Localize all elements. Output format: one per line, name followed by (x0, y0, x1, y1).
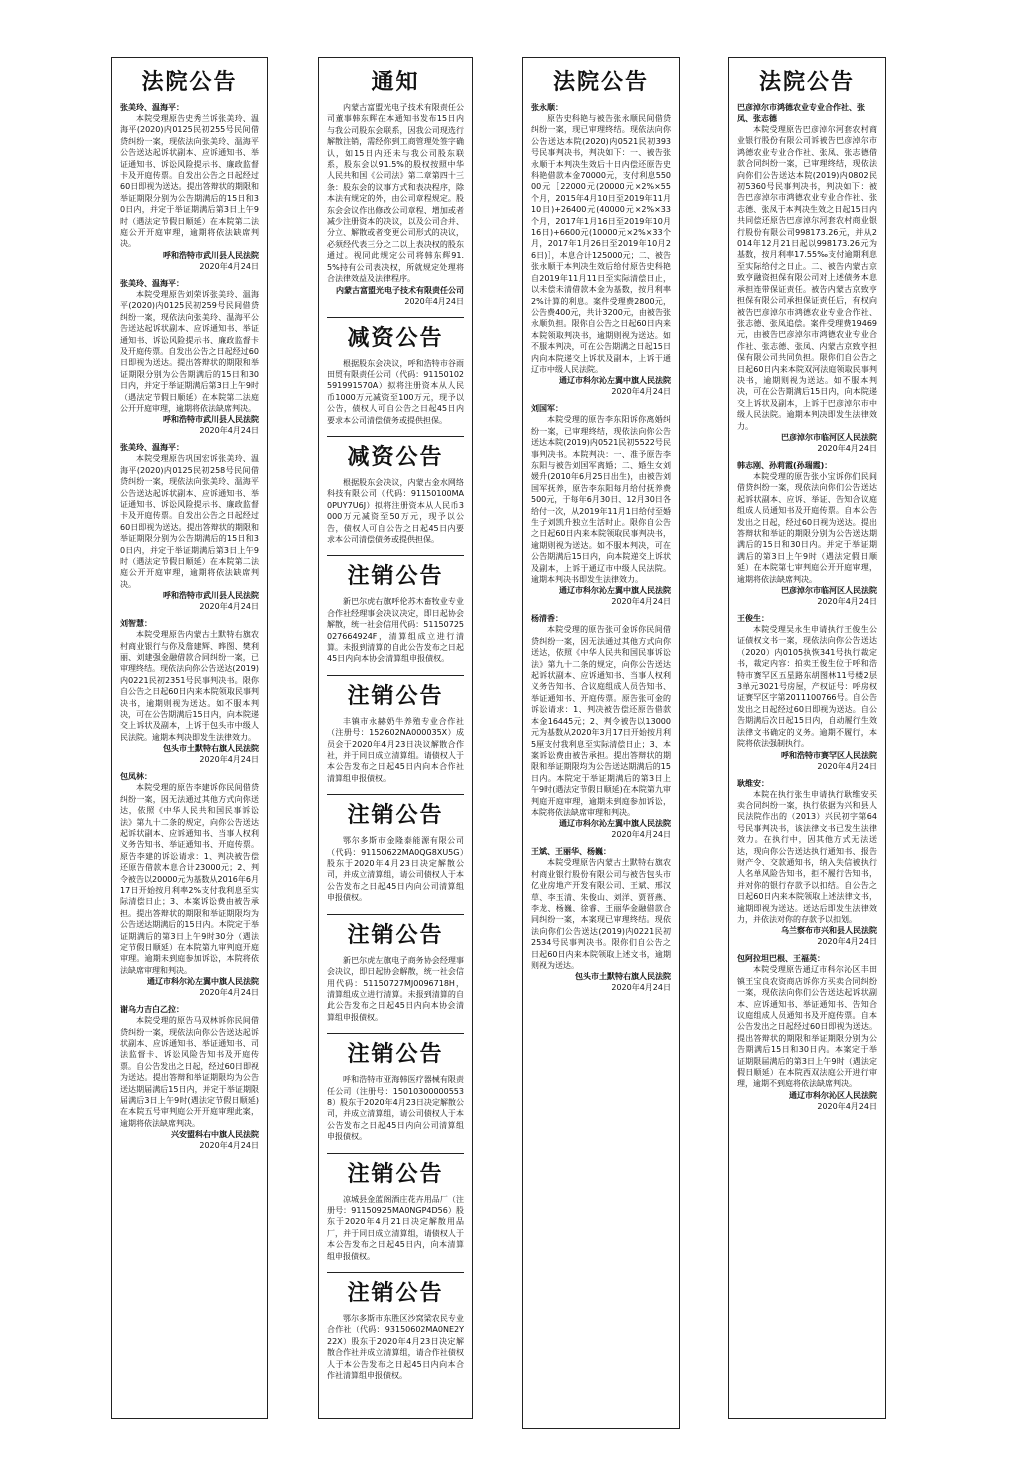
notice-body: 本院受理原告通辽市科尔沁区丰田镇王宝良农资商店诉你方买卖合同纠纷一案，现依法向你们公告送达起诉状副本、应诉通知书、举证通知书、告知合议庭组成人员通知书及开庭传票。自本公告发出之日起经过60日即视为送达。提出答辩状的期限和举证期限分别为公告期满后15日和30日内。本案定于举证期限届满后的第3日上午9时（遇法定假日顺延）在本院西双法庭公开进行审理，逾期不到庭将依法缺席判决。 (737, 965, 877, 1089)
notice-signature: 通辽市科尔沁区人民法院 (789, 1090, 877, 1100)
notice (327, 102, 464, 307)
announcement-section (327, 443, 464, 556)
column-1 (111, 57, 268, 1419)
notice (737, 102, 877, 454)
notice-body: 本院受理的原告李东阳诉你离婚纠纷一案，已审理终结，现依法向你公告送达本院(2019)内0521民初5522号民事判决书。本院判决：一、准予原告李东阳与被告刘国军离婚；二、婚生女刘媛升(2010年6月25日出生)，由被告刘国军抚养，原告李东阳每月给付抚养费500元，于每年6月30日、12月30日各给付一次，从2019年11月1日给付至婚生子刘凯升独立生活时止。限你自公告之日起60日内来本院领取民事判决书，逾期则视为送达。如不服本判决，可在公告期满后15日内，向本院递交上诉状及副本，上诉于通辽市中级人民法院。逾期本判决书即发生法律效力。 (531, 415, 671, 585)
notice-signature: 乌兰察布市兴和县人民法院 (781, 926, 877, 936)
notice-signature: 兴安盟科右中旗人民法院 (171, 1130, 259, 1140)
notice-body: 本院受理吴永生申请执行王俊生公证债权文书一案，现依法向你公告送达（2020）内0105执恢341号执行裁定书，裁定内容：拍卖王俊生位于呼和浩特市赛罕区五星路东胡图林11号楼2层3单元3021号房屋，产权证号：呼房权证赛罕区字第2011100766号。自公告发出之日起经过60日即视为送达。自公告期满后次日起15日内，自动履行生效法律文书确定的义务。逾期不履行，本院将依法强制执行。 (737, 625, 877, 749)
notice-signature: 通辽市科尔沁左翼中旗人民法院 (559, 819, 671, 829)
notice-date: 2020年4月24日 (817, 761, 877, 771)
notice (327, 716, 464, 784)
section-title: 通知 (371, 69, 420, 95)
section-title: 减资公告 (347, 443, 444, 470)
announcement-section (120, 68, 259, 1161)
notice-addressee: 张美玲、温海平： (120, 443, 184, 453)
notice-signature: 包头市土默特右旗人民法院 (163, 744, 259, 754)
notice (120, 771, 259, 998)
section-title: 注销公告 (347, 1160, 444, 1187)
notice-addressee: 王斌、王丽华、杨巍： (531, 847, 611, 857)
notice-addressee: 耿维安： (737, 778, 769, 788)
notice-body: 本院在执行张生申请执行耿维安买卖合同纠纷一案，执行依据为兴和县人民法院作出的（2013）兴民初字第64号民事判决书，该法律文书已发生法律效力。在执行中，因其他方式无法送达，现向你公告送达执行通知书、报告财产令、交款通知书，纳入失信被执行人名单风险告知书，拒不履行告知书，并对你的银行存款予以扣结。自公告之日起60日内来本院领取上述法律文书，逾期即视为送达。送达后即发生法律效力，并依法对你的存款予以扣划。 (737, 789, 877, 924)
notice-body: 本院受理原告巩国宏诉张美玲、温海平(2020)内0125民初258号民间借贷纠纷一案，现依法向张美玲、温海平公告送达起诉状副本、应诉通知书、举证通知书、诉讼风险提示书、廉政监督卡及开庭传票。自发出公告之日起经过60日即视为送达。提出答辩状的期限和举证期限分别为公告期满后的15日和30日内，并定于举证期满后第3日上午9时（遇法定节假日顺延）在本院第二法庭公开开庭审理，逾期将依法缺席判决。 (120, 454, 259, 589)
notice-signature: 呼和浩特市武川县人民法院 (163, 415, 259, 425)
section-title: 注销公告 (347, 1280, 444, 1306)
notice-addressee: 张美玲、温海平： (120, 103, 184, 112)
notice-addressee: 谢乌力吉白乙拉： (120, 1005, 184, 1015)
notice-date: 2020年4月24日 (199, 988, 259, 998)
announcement-section (327, 68, 464, 318)
notice (531, 403, 671, 607)
section-title: 减资公告 (347, 324, 444, 351)
notice (327, 835, 464, 903)
notice-body: 新巴尔虎右旗呼伦苏木畜牧业专业合作社经理事会决议决定，即日起协会解散，统一社会信用代码：51150725027664924F，清算组成立进行清算。未报到清算的自此公告发布之日起45日内向本协会清算组申报债权。 (327, 597, 464, 664)
notice (120, 278, 259, 436)
notice (531, 846, 671, 993)
notice-addressee: 韩志刚、孙莉霞(孙瑞霞)： (737, 460, 833, 470)
notice-addressee: 王俊生： (737, 614, 769, 624)
notice-body: 本院受理的原告李建诉你民间借贷纠纷一案，因无法通过其他方式向你送达，依照《中华人民共和国民事诉讼法》第九十二条的规定，向你公告送达起诉状副本、应诉通知书、当事人权利义务告知书、举证通知书、开庭传票。原告李建的诉讼请求：1、判决被告偿还原告借款本息合计23000元；2、判令被告以20000元为基数从2016年6月17日开始按月利率2%支付我利息至实际清偿日止；3、本案诉讼费由被告承担。提出答辩状的期限和举证期限均为公告送达期满后的15日内。本院定于举证期满后的第3日上午9时30分（遇法定节假日顺延）在本院第九审判庭开庭审理。逾期未到庭参加诉讼，本院将依法缺席审理和判决。 (120, 783, 259, 975)
notice (531, 613, 671, 840)
notice (737, 778, 877, 948)
notice (327, 1074, 464, 1142)
notice-date: 2020年4月24日 (611, 830, 671, 840)
section-title: 法院公告 (552, 69, 649, 95)
notice (531, 102, 671, 397)
section-title: 注销公告 (347, 563, 444, 590)
notice (327, 1194, 464, 1262)
notice-date: 2020年4月24日 (199, 602, 259, 612)
notice (737, 953, 877, 1111)
notice (327, 596, 464, 664)
notice-body: 本院受理原告内蒙古土默特右旗农村商业银行股份有限公司与被告包头市亿业房地产开发有限公司、王斌、邢汉草、李玉清、朱俊山、刘洋、贾晋燕、李龙、杨巍、徐睿、王丽华金融借款合同纠纷一案，本案现已审理终结。现依法向你们公告送达(2019)内0221民初2534号民事判决书。限你们自公告之日起60日内来本院领取上述文书，逾期则视为送达。 (531, 858, 671, 970)
notice (327, 477, 464, 545)
notice-signature: 通辽市科尔沁左翼中旗人民法院 (559, 376, 671, 386)
notice-addressee: 刘智慧： (120, 619, 152, 629)
notice-body: 本院受理的原告张小宝诉你们民间借贷纠纷一案，现依法向你们公告送达起诉状副本、应诉、举证、告知合议庭组成人员通知书及开庭传票。自本公告发出之日起，经过60日视为送达。提出答辩状和举证的期限分别为公告送达期满后的15日和30日内。并定于举证期满后的第3日上午9时（遇法定假日顺延）在本院第七审判庭公开开庭审理，逾期将依法缺席判决。 (737, 471, 877, 584)
notice-addressee: 刘国军： (531, 404, 563, 414)
notice-body: 本院受理原告史秀兰诉张美玲、温海平(2020)内0125民初255号民间借贷纠纷一案，现依法向张美玲、温海平公告送达起诉状副本、应诉通知书、举证通知书、诉讼风险提示书、廉政监督卡及开庭传票。自发出公告之日起经过60日即视为送达。提出答辩状的期限和举证期限分别为公告期满后的15日和30日内，并定于举证期满后第3日上午9时（遇法定节假日顺延）在本院第二法庭公开开庭审理，逾期将依法缺席判决。 (120, 114, 259, 249)
announcement-section (327, 921, 464, 1034)
announcement-section (327, 1160, 464, 1273)
notice-date: 2020年4月24日 (611, 983, 671, 993)
notice-body: 鄂尔多斯市金隆泰能源有限公司（代码：91150622MA0QG8XU5G）股东于2020年4月23日决定解散公司，并成立清算组，请公司债权人于本公告发布之日起45日内向公司清算组申报债权。 (327, 836, 464, 903)
notice (120, 618, 259, 765)
notice-body: 本院受理的原告张可金诉你民间借贷纠纷一案，因无法通过其他方式向你送达，依照《中华人民共和国民事诉讼法》第九十二条的规定，向你公告送达起诉状副本、应诉通知书、当事人权利义务告知书、合议庭组成人员告知书、举证通知书、开庭传票。原告张可金的诉讼请求：1、判决被告偿还原告借款本金16445元；2、判令被告以13000元为基数从2020年3月17日开始按月利5厘支付我利息至实际清偿日止；3、本案诉讼费由被告承担。提出答辩状的期限和举证期限均为公告送达期满后的15日内。本院定于举证期满后的第3日上午9时(遇法定节假日顺延)在本院第九审判庭开庭审理，逾期未到庭参加诉讼，本院将依法缺席审理和判决。 (531, 625, 671, 817)
notice-date: 2020年4月24日 (199, 261, 259, 271)
notice-date: 2020年4月24日 (611, 597, 671, 607)
notice-date: 2020年4月24日 (817, 937, 877, 947)
notice-body: 新巴尔虎左旗电子商务协会经理事会决议，即日起协会解散，统一社会信用代码：51150727MJ0096718H，清算组成立进行清算。未报到清算的自此公告发布之日起45日内向本协会清算组申报债权。 (327, 955, 464, 1022)
column-3 (522, 57, 680, 1429)
announcement-section (737, 68, 877, 1122)
notice-body: 本院受理原告刘荣诉张美玲、温海平(2020)内0125民初259号民间借贷纠纷一案，现依法向张美玲、温海平公告送达起诉状副本、应诉通知书、举证通知书、诉讼风险提示书、廉政监督卡及开庭传票。自发出公告之日起经过60日即视为送达。提出答辩状的期限和举证期限分别为公告期满后的15日和30日内，并定于举证期满后第3日上午9时（遇法定节假日顺延）在本院第二法庭公开开庭审理，逾期将依法缺席判决。 (120, 289, 259, 413)
notice (737, 460, 877, 607)
notice-date: 2020年4月24日 (817, 597, 877, 607)
notice-signature: 呼和浩特市武川县人民法院 (163, 591, 259, 601)
notice-signature: 包头市土默特右旗人民法院 (575, 972, 671, 982)
notice-signature: 通辽市科尔沁左翼中旗人民法院 (147, 977, 259, 987)
notice-signature: 呼和浩特市武川县人民法院 (163, 250, 259, 260)
notice-body: 原告史科艳与被告张永顺民间借贷纠纷一案，现已审理终结。现依法向你公告送达本院(2020)内0521民初393号民事判决书，判决如下：一、被告张永顺于本判决生效后十日内偿还原告史科艳借款本金70000元，支付利息55000元［22000元(20000元×2%×55个月，2015年4月10日至2019年11月10日)+26400元(40000元×2%×33个月，2017年1月16日至2019年10月16日)+6600元(10000元×2%×33个月，2017年1月26日至2019年10月26日)］，本息合计125000元；二、被告张永顺于本判决生效后给付原告史科艳自2019年11月11日至实际清偿日止，以未偿未清借款本金为基数，按月利率2%计算的利息。案件受理费2800元，公告费400元，共计3200元，由被告张永顺负担。限你自公告之日起60日内来本院领取判决书，逾期则视为送达。如不服本判决，可在公告期满之日起15日内向本院递交上诉状及副本，上诉于通辽市中级人民法院。 (531, 114, 671, 374)
notice-body: 凉城县金蓝阁酒庄花卉用品厂（注册号：91150925MA0NGP4D56）股东于2020年4月21日决定解散用品厂，并于同日成立清算组，请债权人于本公告发布之日起45日内，向本清算组申报债权。 (327, 1194, 464, 1261)
notice-body: 呼和浩特市亚海韩医疗器械有限责任公司（注册号：150103000005538）股东于2020年4月23日决定解散公司，并成立清算组，请公司债权人于本公告发布之日起45日内向公司清算组申报债权。 (327, 1075, 464, 1142)
announcement-section (327, 324, 464, 437)
notice-signature: 巴彦淖尔市临河区人民法院 (781, 586, 877, 596)
notice-signature: 巴彦淖尔市临河区人民法院 (781, 432, 877, 442)
announcement-section (327, 801, 464, 914)
notice-body: 内蒙古富盟光电子技术有限责任公司董事韩东辉在本通知书发布15日内与我公司股东会联系，因我公司现选行解散注销，需经你到工商管理处签字确认，如15日内还未与我公司股东联系，股东会以91.5%的股权按照中华人民共和国《公司法》第二章第四十三条：股东会的议事方式和表决程序，除本法有规定的外，由公司章程规定。股东会会议作出修改公司章程、增加或者减少注册资本的决议，以及公司合并、分立、解散或者变更公司形式的决议，必须经代表三分之二以上表决权的股东通过。视同此规定公司将韩东辉91.5%持有公司表决权，所就规定处理将合法律效益及法律程序。 (327, 103, 464, 284)
notice-addressee: 包阿拉坦巴根、王福英： (737, 954, 825, 964)
section-title: 注销公告 (347, 1041, 444, 1068)
notice-signature: 呼和浩特市赛罕区人民法院 (781, 750, 877, 760)
notice-addressee: 巴彦淖尔市鸿德农业专业合作社、张凤、张志德 (737, 103, 865, 123)
announcement-section (327, 682, 464, 795)
notice-date: 2020年4月24日 (404, 296, 464, 306)
notice (120, 1004, 259, 1151)
notice-date: 2020年4月24日 (199, 1141, 259, 1151)
notice-body: 鄂尔多斯市东胜区沙窝梁农民专业合作社（代码：93150602MA0NE2Y22X）股东于2020年4月23日决定解散合作社并成立清算组，请合作社债权人于本公告发布之日起45日内向本合作社清算组申报债权。 (327, 1314, 464, 1381)
notice-date: 2020年4月24日 (199, 755, 259, 765)
column-2 (318, 57, 473, 1419)
section-title: 法院公告 (141, 69, 238, 95)
notice (737, 613, 877, 771)
notice-addressee: 包凤林： (120, 772, 152, 782)
announcement-section (327, 1279, 464, 1391)
column-4 (728, 57, 886, 1419)
notice-date: 2020年4月24日 (817, 1101, 877, 1111)
notice-date: 2020年4月24日 (199, 426, 259, 436)
notice-body: 本院受理原告巴彦淖尔河套农村商业银行股份有限公司诉被告巴彦淖尔市鸿德农业专业合作社、张凤、张志德借款合同纠纷一案，已审理终结，现依法向你们公告送达本院(2019)内0802民初5360号民事判决书，判决如下：被告巴彦淖尔市鸿德农业专业合作社、张志德、张凤于本判决生效之日起15日内共同偿还原告巴彦淖尔河套农村商业银行股份有限公司998173.26元，并从2014年12月21日起以998173.26元为基数，按月利率17.55‰支付逾期利息至实际给付之日止。二、被告内蒙古京致亨融资担保有限公司对上述债务本息承担连带保证责任。被告内蒙古京致亨担保有限公司承担保证责任后，有权向被告巴彦淖尔市鸿德农业专业合作社、张志德、张凤追偿。案件受理费19469元，由被告巴彦淖尔市鸿德农业专业合作社、张志德、张凤、内蒙古京致亨担保有限公司共同负担。限你们自公告之日起60日内来本院双河法庭领取民事判决书，逾期则视为送达。如不服本判决，可在公告期满后15日内，向本院递交上诉状及副本，上诉于巴彦淖尔市中级人民法院。逾期本判决即发生法律效力。 (737, 125, 877, 431)
section-title: 注销公告 (347, 682, 444, 709)
notice-signature: 内蒙古富盟光电子技术有限责任公司 (336, 285, 464, 295)
section-title: 注销公告 (347, 921, 444, 948)
notice-body: 本院受理原告内蒙古土默特右旗农村商业银行与你及詹建辉、晔图、樊利丽、刘建强金融借款合同纠纷一案，已审理终结。现依法向你公告送达(2019)内0221民初2351号民事判决书。限你自公告之日起60日内来本院领取民事判决书，逾期则视为送达。如不服本判决，可在公告期满后15日内，向本院递交上诉状及副本，上诉于包头市中级人民法院。逾期本判决即发生法律效力。 (120, 630, 259, 742)
notice (327, 1313, 464, 1381)
section-title: 注销公告 (347, 802, 444, 829)
notice (120, 442, 259, 612)
announcement-section (531, 68, 671, 1003)
notice (120, 102, 259, 272)
announcement-section (327, 562, 464, 675)
notice-body: 根据股东会决议，呼和浩特市谷雨田贸有限责任公司（代码：91150102591991570A）拟将注册资本从人民币1000万元减资至100万元，现予以公告，债权人可自公告之日起45日内要求本公司清偿债务或提供担保。 (327, 358, 464, 425)
notice-body: 丰镇市永赫奶牛养殖专业合作社（注册号：152602NA000035X）成员会于2020年4月23日决议解散合作社，并于同日成立清算组。请债权人于本公告发布之日起45日内向本合作社清算组申报债权。 (327, 716, 464, 783)
notice-body: 根据股东会决议，内蒙古金水网络科技有限公司（代码：91150100MA0PUY7U6J）拟将注册资本从人民币3000万元减资至50万元，现予以公告，债权人可自公告之日起45日内要求本公司清偿债务或提供担保。 (327, 477, 464, 544)
notice-date: 2020年4月24日 (817, 443, 877, 453)
notice-signature: 通辽市科尔沁左翼中旗人民法院 (559, 586, 671, 596)
notice-addressee: 杨清香： (531, 614, 563, 624)
notice-date: 2020年4月24日 (611, 387, 671, 397)
notice (327, 955, 464, 1023)
notice-addressee: 张美玲、温海平： (120, 278, 184, 288)
notice-body: 本院受理的原告马双林诉你民间借贷纠纷一案，现依法向你公告送达起诉状副本、应诉通知书、举证通知书、司法监督卡、诉讼风险告知书及开庭传票。自公告发出之日起，经过60日即视为送达。提出答辩和举证期限均为公告送达期届满后15日内，并定于举证期限届满后3日上午9时(遇法定节假日顺延)在本院五号审判庭公开开庭审理此案，逾期将依法缺席判决。 (120, 1016, 259, 1128)
section-title: 法院公告 (758, 69, 855, 95)
notice-addressee: 张永顺： (531, 103, 563, 112)
notice (327, 358, 464, 426)
announcement-section (327, 1040, 464, 1153)
